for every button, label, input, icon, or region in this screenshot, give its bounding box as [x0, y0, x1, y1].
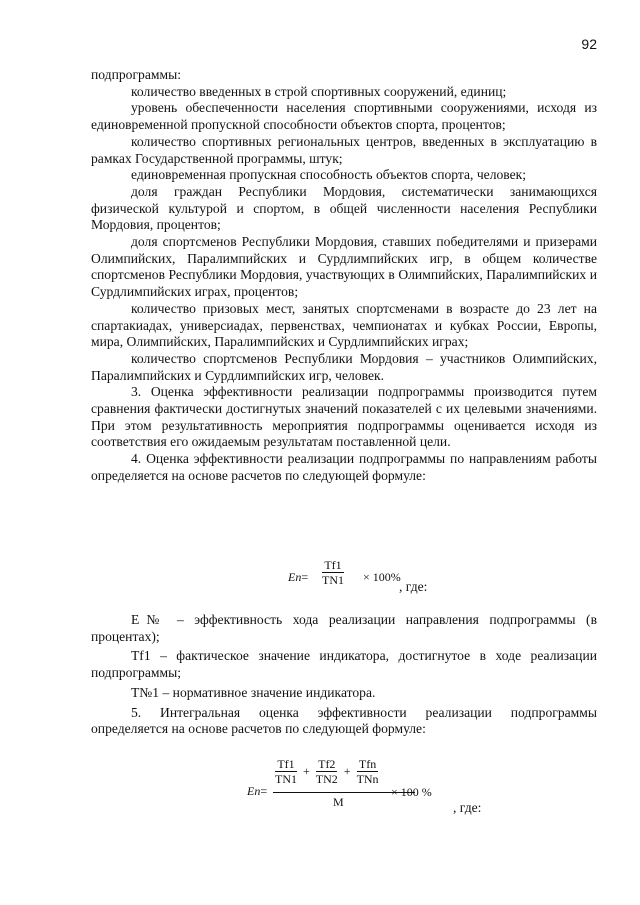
paragraph: доля граждан Республики Мордовия, систематически занимающихся физической культурой и спортом, в общей численности населения Республики Мордовия, процентов; — [91, 183, 597, 233]
definition: T№1 – нормативное значение индикатора. — [131, 684, 376, 700]
paragraph: количество введенных в строй спортивных сооружений, единиц; — [131, 83, 507, 99]
formula-fraction — [314, 757, 340, 786]
formula-lhs: En — [247, 784, 261, 798]
fraction-numerator: Tf2 — [318, 757, 336, 771]
formula-lhs: En — [288, 570, 302, 584]
formula-efficiency — [288, 558, 488, 598]
fraction-denominator: TN2 — [315, 772, 338, 786]
paragraph: уровень обеспеченности населения спортивными сооружениями, исходя из единовременной пропускной способности объектов спорта, процентов; — [91, 100, 597, 133]
page-number: 92 — [581, 36, 597, 52]
paragraph: доля спортсменов Республики Мордовия, ставших победителями и призерами Олимпийских, Паралимпийских и Сурдлимпийских игр, в общем количестве спортсменов Республики Мордовия, участвующих в Олимпийских, Паралимпийских и Сурдлимпийских играх, процентов; — [91, 234, 597, 300]
formula-fraction — [355, 757, 381, 786]
fraction-denominator: TN1 — [322, 573, 344, 587]
fraction-numerator: Tf1 — [277, 757, 295, 771]
formula-numerator-sum — [273, 757, 381, 786]
formula-fraction — [273, 757, 299, 786]
definitions-block — [91, 612, 597, 738]
formula-equals: = — [301, 570, 309, 584]
document-body — [91, 67, 597, 485]
fraction-numerator: Tfn — [358, 757, 377, 771]
fraction-denominator: TN1 — [275, 772, 297, 786]
paragraph: количество призовых мест, занятых спортсменами в возрасте до 23 лет на спартакиадах, универсиадах, первенствах, чемпионатах и кубках России, Европы, мира, Олимпийских, Паралимпийских и Сурдлимпийских играх; — [91, 300, 597, 350]
definition: Tf1 – фактическое значение индикатора, достигнутое в ходе реализации подпрограммы; — [91, 648, 597, 681]
paragraph: 3. Оценка эффективности реализации подпрограммы производится путем сравнения фактически достигнутых значений показателей с их целевыми значениями. При этом результативность мероприятия подпрограммы оценивается исходя из соответствия его ожидаемым результатам поставленной цели. — [91, 384, 597, 450]
fraction-denominator: TNn — [356, 772, 379, 786]
paragraph: 4. Оценка эффективности реализации подпрограммы по направлениям работы определяется на основе расчетов по следующей формуле: — [91, 451, 597, 483]
formula-where: , где: — [399, 579, 428, 594]
formula-fraction — [320, 558, 346, 587]
paragraph: 5. Интегральная оценка эффективности реализации подпрограммы определяется на основе расчетов по следующей формуле: — [91, 704, 597, 737]
paragraph: количество спортсменов Республики Мордовия – участников Олимпийских, Паралимпийских и Сурдлимпийских игр, человек. — [91, 350, 597, 383]
plus-sign: + — [303, 764, 310, 778]
paragraph: подпрограммы: — [91, 67, 181, 82]
formula-denominator: M — [333, 795, 344, 809]
formula-where: , где: — [453, 800, 482, 815]
paragraph: единовременная пропускная способность объектов спорта, человек; — [131, 167, 527, 183]
formula-multiplier: × 100 % — [391, 785, 432, 799]
plus-sign: + — [343, 764, 351, 778]
formula-multiplier: × 100% — [363, 570, 401, 584]
definition: E№ – эффективность хода реализации направления подпрограммы (в процентах); — [91, 612, 597, 644]
formula-equals: = — [260, 784, 268, 798]
paragraph: количество спортивных региональных центров, введенных в эксплуатацию в рамках Государственной программы, штук; — [91, 133, 597, 166]
fraction-numerator: Tf1 — [324, 558, 342, 572]
